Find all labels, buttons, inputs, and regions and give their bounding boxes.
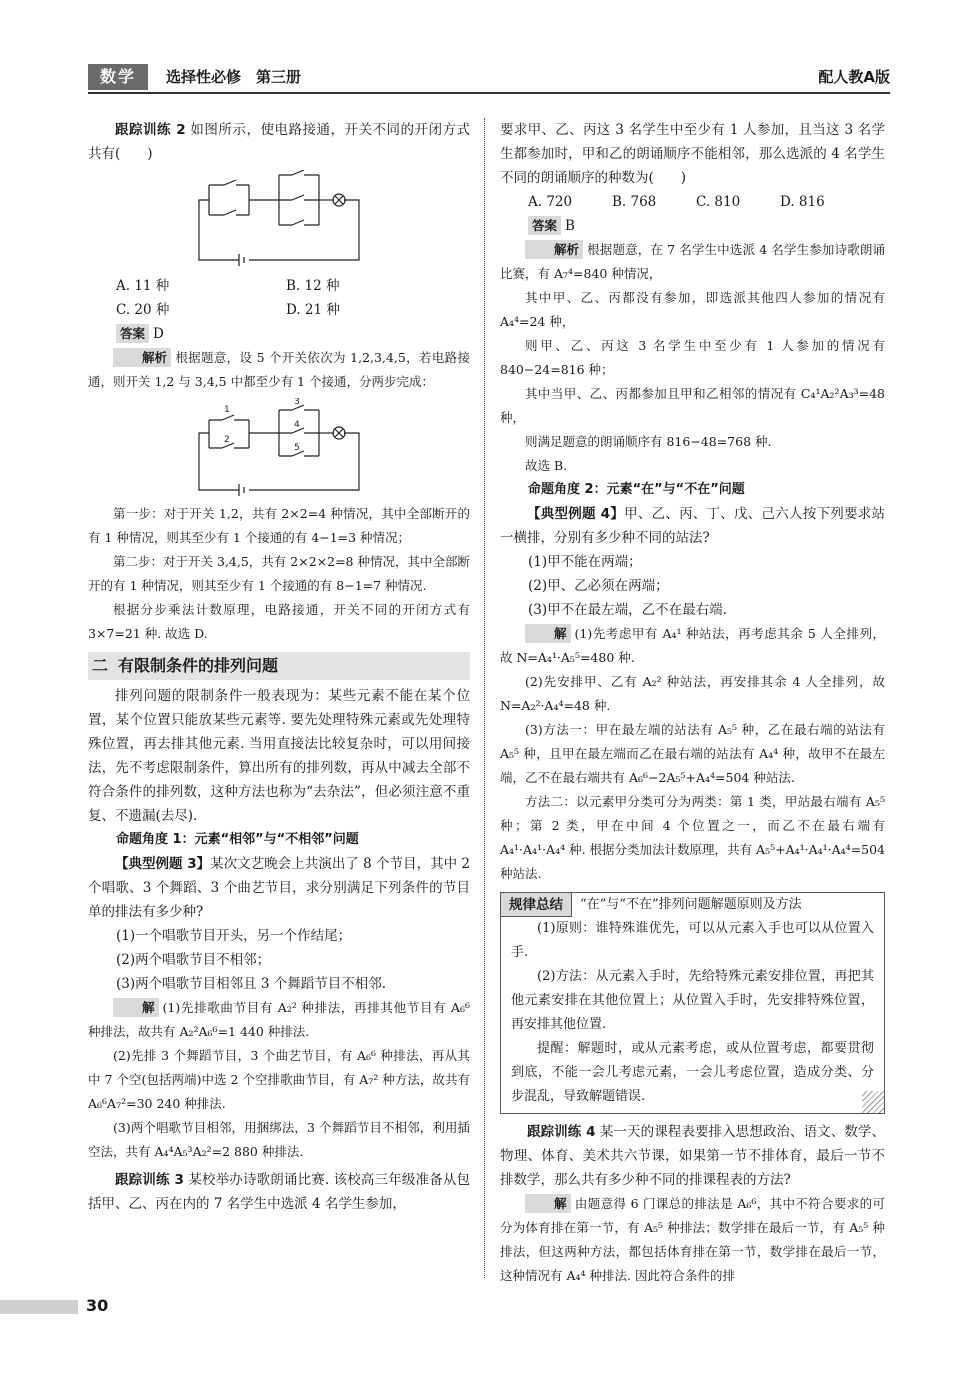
option-c: C. 810: [696, 194, 741, 210]
example3-sol1: [88, 996, 470, 1044]
drill4-text: 某一天的课程表要排入思想政治、语文、数学、物理、体育、美术共六节课，如果第一节不排体育，最后一节不排数学，那么共有多少种不同的排课程表的方法?: [500, 1124, 885, 1188]
drill3-question: [88, 1168, 470, 1216]
column-divider: [484, 118, 485, 1278]
example4-item-2: (2)甲、乙必须在两端；: [528, 578, 669, 594]
answer-value: D: [153, 326, 164, 342]
page-number: 30: [86, 1296, 109, 1315]
example3-title: 【典型例题 3】: [115, 856, 211, 872]
summary-p1: (1)原则：谁特殊谁优先，可以从元素入手也可以从位置入手.: [511, 921, 874, 960]
solution-tag: 解: [525, 624, 571, 643]
option-d: D. 21 种: [286, 302, 340, 318]
example4-question: [500, 502, 885, 550]
page-bar: [0, 1300, 78, 1314]
drill4-title: 跟踪训练 4: [527, 1124, 596, 1140]
example4-sol3: (3)方法一：甲在最左端的站法有 A₅⁵ 种，乙在最右端的站法有 A₅⁵ 种，且甲在最左端而乙在最右端的站法有 A₄⁴ 种，故甲不在最左端，乙不在最右端共有 A₆⁶−2A₅⁵+A₄⁴=504 种站法.: [500, 722, 885, 785]
analysis-tag: 解析: [113, 348, 171, 367]
left-column: [88, 118, 470, 1216]
summary-title-bar: [501, 893, 884, 917]
summary-title: “在”与“不在”排列问题解题原则及方法: [580, 897, 802, 912]
option-d: D. 816: [780, 194, 825, 210]
fig-label-3: 3: [294, 398, 300, 407]
circuit-figure-2: [194, 398, 364, 498]
drill2-title: 跟踪训练 2: [115, 122, 186, 138]
example4-title: 【典型例题 4】: [527, 506, 625, 522]
rule-summary-box: [500, 892, 885, 1114]
sol1-text: (1)先考虑甲有 A₄¹ 种站法，再考虑其余 5 人全排列，故 N=A₄¹·A₅⁵=480 种.: [500, 626, 885, 665]
section-intro: 排列问题的限制条件一般表现为：某些元素不能在某个位置，某个位置只能放某些元素等. 要先处理特殊元素或先处理特殊位置，再去排其他元素. 当用直接法比较复杂时，可以用间接法，先不考虑限制条件，算出所有的排列数，再从中减去全部不符合条件的排列数，这种方法也称为“去杂法”，但必须注意不重复、不遗漏(去尽).: [88, 688, 470, 824]
fig-label-1: 1: [224, 405, 230, 415]
drill4-solution-text: 由题意得 6 门课总的排法是 A₆⁶，其中不符合要求的可分为体育排在第一节，有 A₅⁵ 种排法；数学排在最后一节，有 A₅⁵ 种排法，但这两种方法，都包括体育排在第一节，数学排在最后一节，这种情况有 A₄⁴ 种排法. 因此符合条件的排: [500, 1196, 885, 1283]
drill3-analysis-5: 则满足题意的朗诵顺序有 816−48=768 种.: [525, 434, 772, 449]
circuit-figure-1: [194, 170, 364, 270]
angle2-heading: 命题角度 2：元素“在”与“不在”问题: [528, 482, 745, 497]
example4-item-1: (1)甲不能在两端；: [528, 554, 642, 570]
drill3-text: 某校举办诗歌朗诵比赛. 该校高三年级准备从包括甲、乙、丙在内的 7 名学生中选派 4 名学生参加，: [88, 1172, 470, 1212]
option-b: B. 12 种: [286, 278, 340, 294]
drill3-analysis-4: 其中当甲、乙、丙都参加且甲和乙相邻的情况有 C₄¹A₂²A₃³=48 种，: [500, 386, 885, 425]
drill3-continuation: 要求甲、乙、丙这 3 名学生中至少有 1 人参加，且当这 3 名学生都参加时，甲和乙的朗诵顺序不能相邻，那么选派的 4 名学生不同的朗诵顺序的种数为( ): [500, 122, 885, 186]
drill2-options-row2: [88, 298, 470, 322]
example3-question: [88, 852, 470, 924]
example3-item-1: (1)一个唱歌节目开头，另一个作结尾；: [116, 928, 352, 944]
answer-value: B: [565, 218, 575, 234]
summary-label: 规律总结: [501, 893, 572, 917]
drill3-analysis-2: 其中甲、乙、丙都没有参加，即选派其他四人参加的情况有 A₄⁴=24 种，: [500, 290, 885, 329]
section-number: 二: [92, 656, 109, 675]
step1: 第一步：对于开关 1,2，共有 2×2=4 种情况，其中全部断开的有 1 种情况，则其至少有 1 个接通的有 4−1=3 种情况；: [88, 506, 470, 545]
example3-sol2: (2)先排 3 个舞蹈节目，3 个曲艺节目，有 A₆⁶ 种排法，再从其中 7 个空(包括两端)中选 2 个空排歌曲节目，有 A₇² 种方法，故共有 A₆⁶A₇²=30 240 种排法.: [88, 1048, 470, 1111]
summary-p2: (2)方法：从元素入手时，先给特殊元素安排位置，再把其他元素安排在其他位置上；从位置入手时，先安排特殊位置，再安排其他位置.: [511, 969, 874, 1032]
option-a: A. 720: [528, 194, 573, 210]
sol1-text: (1)先排歌曲节目有 A₂² 种排法，再排其他节目有 A₆⁶ 种排法，故共有 A₂²A₆⁶=1 440 种排法.: [88, 1000, 470, 1039]
section-title: 有限制条件的排列问题: [118, 656, 279, 675]
drill3-analysis-3: 则甲、乙、丙这 3 名学生中至少有 1 人参加的情况有 840−24=816 种；: [500, 338, 885, 377]
option-a: A. 11 种: [116, 278, 170, 294]
analysis-text: 根据题意，在 7 名学生中选派 4 名学生参加诗歌朗诵比赛，有 A₇⁴=840 种情况，: [500, 242, 885, 281]
example4-sol2: (2)先安排甲、乙有 A₂² 种站法，再安排其余 4 人全排列，故 N=A₂²·A₄⁴=48 种.: [500, 674, 885, 713]
drill2-answer: [88, 322, 470, 346]
step2: 第二步：对于开关 3,4,5，共有 2×2×2=8 种情况，其中全部断开的有 1 种情况，则其至少有 1 个接通的有 8−1=7 种情况.: [88, 554, 470, 593]
drill2-question: [88, 118, 470, 166]
drill2-options-row1: [88, 274, 470, 298]
drill2-text: 如图所示，使电路接通，开关不同的开闭方式共有( ): [88, 122, 471, 162]
solution-tag: 解: [113, 998, 159, 1017]
fig-label-4: 4: [294, 420, 300, 430]
analysis-tag: 解析: [525, 240, 583, 259]
drill2-conclusion: 根据分步乘法计数原理，电路接通，开关不同的开闭方式有 3×7=21 种. 故选 D.: [88, 602, 470, 641]
example3-text: 某次文艺晚会上共演出了 8 个节目，其中 2 个唱歌、3 个舞蹈、3 个曲艺节目，求分别满足下列条件的节目单的排法有多少种?: [88, 856, 471, 920]
angle1-heading: 命题角度 1：元素“相邻”与“不相邻”问题: [116, 832, 359, 847]
drill3-options: [500, 190, 885, 214]
right-column: [500, 118, 885, 1288]
answer-tag: 答案: [528, 216, 561, 235]
edition-label: 配人教A版: [818, 68, 890, 86]
fig-label-5: 5: [294, 443, 300, 453]
summary-p3: 提醒：解题时，或从元素考虑，或从位置考虑，都要贯彻到底，不能一会儿考虑元素，一会儿考虑位置，造成分类、分步混乱，导致解题错误.: [511, 1041, 874, 1104]
subject-badge: 数学: [88, 64, 148, 90]
option-c: C. 20 种: [116, 302, 170, 318]
example4-sol3b: 方法二：以元素甲分类可分为两类：第 1 类，甲站最右端有 A₅⁵ 种；第 2 类，甲在中间 4 个位置之一，而乙不在最右端有 A₄¹·A₄¹·A₄⁴ 种. 根据分类加法计数原理，共有 A₅⁵+A₄¹·A₄¹·A₄⁴=504 种站法.: [500, 794, 885, 881]
fig-label-2: 2: [224, 435, 230, 445]
section-heading: [88, 652, 470, 680]
drill4-solution: [500, 1192, 885, 1288]
analysis-text: 根据题意，设 5 个开关依次为 1,2,3,4,5，若电路接通，则开关 1,2 与 3,4,5 中都至少有 1 个接通，分两步完成：: [88, 350, 470, 389]
option-b: B. 768: [612, 194, 657, 210]
example4-text: 甲、乙、丙、丁、戊、己六人按下列要求站一横排，分别有多少种不同的站法?: [500, 506, 886, 546]
drill3-answer: [500, 214, 885, 238]
example4-sol1: [500, 622, 885, 670]
corner-decoration: [862, 1091, 884, 1113]
example3-item-3: (3)两个唱歌节目相邻且 3 个舞蹈节目不相邻.: [116, 976, 387, 992]
example3-item-2: (2)两个唱歌节目不相邻；: [116, 952, 271, 968]
solution-tag: 解: [525, 1194, 571, 1213]
example3-sol3: (3)两个唱歌节目相邻，用捆绑法，3 个舞蹈节目不相邻，利用插空法，共有 A₄⁴A₅³A₂²=2 880 种排法.: [88, 1120, 470, 1159]
drill2-analysis: [88, 346, 470, 394]
example4-item-3: (3)甲不在最左端，乙不在最右端.: [528, 602, 727, 618]
drill3-analysis-1: [500, 238, 885, 286]
answer-tag: 答案: [116, 324, 149, 343]
page-header: [88, 60, 890, 94]
drill4-question: [500, 1120, 885, 1192]
book-title: 选择性必修 第三册: [166, 68, 302, 86]
drill3-title: 跟踪训练 3: [115, 1172, 184, 1188]
drill3-analysis-6: 故选 B.: [525, 458, 568, 473]
